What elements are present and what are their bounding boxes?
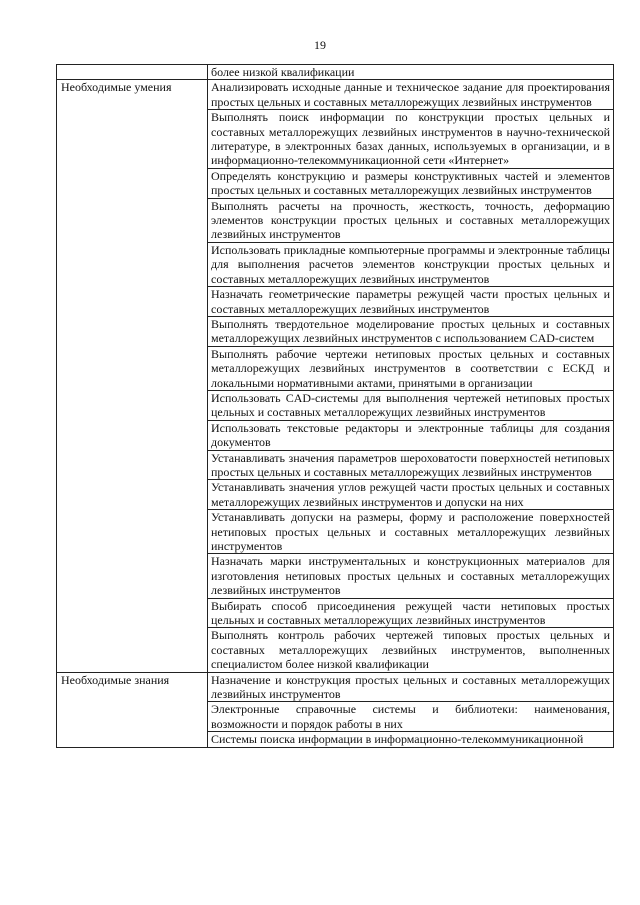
skill-item: Выполнять контроль рабочих чертежей типовых простых цельных и составных металлорежущих лезвийных инструментов, выполненных специалистом более низкой квалификации bbox=[208, 628, 614, 672]
skill-item: Определять конструкцию и размеры конструктивных частей и элементов простых цельных и составных металлорежущих лезвийных инструментов bbox=[208, 168, 614, 198]
skill-item: Выбирать способ присоединения режущей части нетиповых простых цельных и составных металлорежущих лезвийных инструментов bbox=[208, 598, 614, 628]
skill-item: Назначать геометрические параметры режущей части простых цельных и составных металлорежущих лезвийных инструментов bbox=[208, 287, 614, 317]
continued-text-cell: более низкой квалификации bbox=[208, 65, 614, 80]
knowledge-item: Назначение и конструкция простых цельных и составных металлорежущих лезвийных инструментов bbox=[208, 672, 614, 702]
skill-item: Выполнять поиск информации по конструкции простых цельных и составных металлорежущих лезвийных инструментов в научно-технической литературе, в электронных базах данных, используемых в организации, и в информационно-телекоммуникационной сети «Интернет» bbox=[208, 110, 614, 169]
table-row-continued bbox=[57, 65, 614, 80]
skill-item: Устанавливать значения параметров шероховатости поверхностей нетиповых простых цельных и составных металлорежущих лезвийных инструментов bbox=[208, 450, 614, 480]
skill-item: Устанавливать допуски на размеры, форму и расположение поверхностей нетиповых простых цельных и составных металлорежущих лезвийных инструментов bbox=[208, 510, 614, 554]
skill-item: Использовать текстовые редакторы и электронные таблицы для создания документов bbox=[208, 420, 614, 450]
skill-item: Выполнять твердотельное моделирование простых цельных и составных металлорежущих лезвийных инструментов с использованием CAD-систем bbox=[208, 316, 614, 346]
skill-item: Выполнять расчеты на прочность, жесткость, точность, деформацию элементов конструкции простых цельных и составных металлорежущих лезвийных инструментов bbox=[208, 198, 614, 242]
section-heading-knowledge: Необходимые знания bbox=[57, 672, 208, 747]
skill-item: Назначать марки инструментальных и конструкционных материалов для изготовления нетиповых простых цельных и составных металлорежущих лезвийных инструментов bbox=[208, 554, 614, 598]
table-row bbox=[57, 672, 614, 702]
empty-heading-cell bbox=[57, 65, 208, 80]
knowledge-item: Системы поиска информации в информационно-телекоммуникационной bbox=[208, 732, 614, 747]
knowledge-item: Электронные справочные системы и библиотеки: наименования, возможности и порядок работы в них bbox=[208, 702, 614, 732]
skill-item: Устанавливать значения углов режущей части простых цельных и составных металлорежущих лезвийных инструментов и допуски на них bbox=[208, 480, 614, 510]
skill-item: Использовать прикладные компьютерные программы и электронные таблицы для выполнения расчетов элементов конструкции простых цельных и составных металлорежущих лезвийных инструментов bbox=[208, 242, 614, 286]
skill-item: Анализировать исходные данные и техническое задание для проектирования простых цельных и составных металлорежущих лезвийных инструментов bbox=[208, 80, 614, 110]
section-heading-skills: Необходимые умения bbox=[57, 80, 208, 672]
requirements-table bbox=[56, 64, 614, 748]
page-number: 19 bbox=[314, 38, 326, 52]
skill-item: Выполнять рабочие чертежи нетиповых простых цельных и составных металлорежущих лезвийных инструментов в соответствии с ЕСКД и локальными нормативными актами, принятыми в организации bbox=[208, 346, 614, 390]
table-row bbox=[57, 80, 614, 110]
skill-item: Использовать CAD-системы для выполнения чертежей нетиповых простых цельных и составных металлорежущих лезвийных инструментов bbox=[208, 390, 614, 420]
